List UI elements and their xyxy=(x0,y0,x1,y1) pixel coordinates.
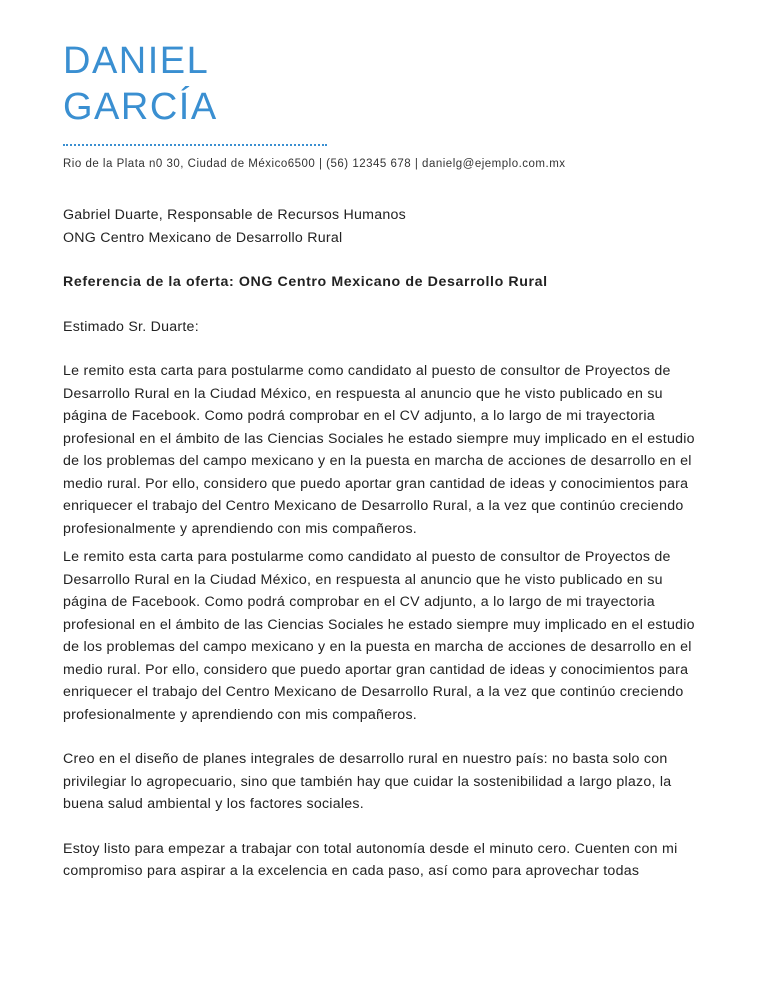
header-divider xyxy=(63,144,327,146)
contact-info: Rio de la Plata n0 30, Ciudad de México6500 | (56) 12345 678 | danielg@ejemplo.com.mx xyxy=(63,158,566,170)
applicant-last-name: GARCÍA xyxy=(63,86,218,128)
letter-body xyxy=(63,204,703,889)
body-paragraph: Estoy listo para empezar a trabajar con total autonomía desde el minuto cero. Cuenten con mi compromiso para aspirar a la excelencia en cada paso, así como para aprovechar todas xyxy=(63,840,678,879)
body-paragraph: Creo en el diseño de planes integrales de desarrollo rural en nuestro país: no basta solo con privilegiar lo agropecuario, sino que también hay que cuidar la sostenibilidad a largo plazo, la buena salud ambiental y los factores sociales. xyxy=(63,751,672,812)
recipient-block xyxy=(63,204,703,249)
recipient-org-line: ONG Centro Mexicano de Desarrollo Rural xyxy=(63,229,343,246)
offer-reference: Referencia de la oferta: ONG Centro Mexicano de Desarrollo Rural xyxy=(63,274,548,290)
body-paragraph: Le remito esta carta para postularme como candidato al puesto de consultor de Proyectos de Desarrollo Rural en la Ciudad México, en respuesta al anuncio que he visto publicado en su página de Facebook. Como podrá comprobar en el CV adjunto, a lo largo de mi trayectoria profesional en el ámbito de las Ciencias Sociales he estado siempre muy implicado en el estudio de los problemas del campo mexicano y en la puesta en marcha de acciones de desarrollo en el medio rural. Por ello, considero que puedo aportar gran cantidad de ideas y conocimientos para enriquecer el trabajo del Centro Mexicano de Desarrollo Rural, a la vez que continúo creciendo profesionalmente y aprendiendo con mis compañeros. xyxy=(63,363,695,537)
recipient-name-line: Gabriel Duarte, Responsable de Recursos Humanos xyxy=(63,207,406,223)
applicant-name xyxy=(63,38,218,130)
greeting: Estimado Sr. Duarte: xyxy=(63,318,199,335)
body-paragraph: Le remito esta carta para postularme como candidato al puesto de consultor de Proyectos de Desarrollo Rural en la Ciudad México, en respuesta al anuncio que he visto publicado en su página de Facebook. Como podrá comprobar en el CV adjunto, a lo largo de mi trayectoria profesional en el ámbito de las Ciencias Sociales he estado siempre muy implicado en el estudio de los problemas del campo mexicano y en la puesta en marcha de acciones de desarrollo en el medio rural. Por ello, considero que puedo aportar gran cantidad de ideas y conocimientos para enriquecer el trabajo del Centro Mexicano de Desarrollo Rural, a la vez que continúo creciendo profesionalmente y aprendiendo con mis compañeros. xyxy=(63,549,695,723)
applicant-first-name: DANIEL xyxy=(63,40,210,82)
